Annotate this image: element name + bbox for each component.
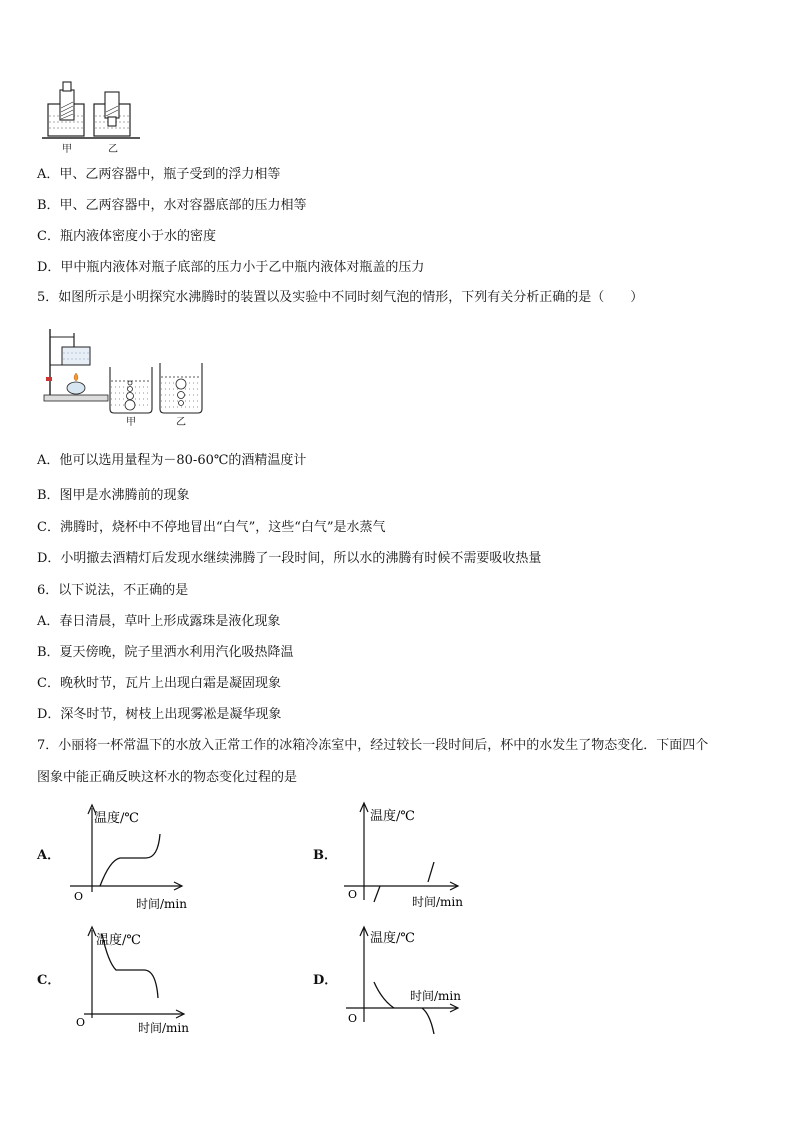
q6-option-a: A．春日清晨，草叶上形成露珠是液化现象: [37, 614, 281, 629]
q6-option-d: D．深冬时节，树枝上出现雾凇是凝华现象: [37, 707, 282, 722]
q7-stem-line2: 图象中能正确反映这杯水的物态变化过程的是: [37, 770, 298, 785]
graph-b-segment-2: [428, 862, 434, 882]
graph-b-letter: B．: [313, 848, 337, 863]
q4-label-jia: 甲: [62, 144, 72, 155]
q4-option-a: A．甲、乙两容器中，瓶子受到的浮力相等: [37, 167, 281, 182]
q5-option-c: C．沸腾时，烧杯中不停地冒出“白气”，这些“白气”是水蒸气: [37, 520, 386, 535]
graph-b: [336, 798, 486, 913]
graph-b-origin: O: [348, 888, 358, 901]
graph-d: [336, 922, 486, 1037]
container-jia: [48, 82, 84, 136]
q5-option-a: A．他可以选用量程为－80-60℃的酒精温度计: [37, 453, 307, 468]
graph-c-ylabel: 温度/℃: [96, 933, 141, 948]
graph-a: [60, 800, 210, 915]
graph-a-xlabel: 时间/min: [136, 897, 187, 911]
q5-label-yi: 乙: [176, 417, 186, 428]
graph-c-letter: C．: [37, 973, 61, 988]
q6-option-b: B．夏天傍晚，院子里洒水利用汽化吸热降温: [37, 645, 294, 660]
graph-a-curve: [100, 834, 160, 886]
beaker-jia: [110, 367, 152, 413]
q5-option-d: D．小明撤去酒精灯后发现水继续沸腾了一段时间，所以水的沸腾有时候不需要吸收热量: [37, 551, 542, 566]
beaker-yi: [160, 363, 202, 413]
q4-container-figure: [40, 78, 150, 158]
container-yi: [94, 92, 130, 136]
q5-label-jia: 甲: [126, 417, 136, 428]
q5-stem: 5．如图所示是小明探究水沸腾时的装置以及实验中不同时刻气泡的情形，下列有关分析正确的是（ ）: [37, 290, 644, 305]
graph-d-curve-2: [422, 1008, 434, 1034]
graph-a-letter: A．: [37, 848, 61, 863]
graph-b-ylabel: 温度/℃: [370, 809, 415, 824]
graph-d-letter: D．: [313, 973, 338, 988]
q5-option-b: B．图甲是水沸腾前的现象: [37, 488, 190, 503]
graph-b-xlabel: 时间/min: [412, 895, 463, 909]
q4-option-c: C．瓶内液体密度小于水的密度: [37, 229, 216, 244]
graph-c-origin: O: [76, 1016, 86, 1029]
graph-b-segment-1: [374, 886, 380, 902]
graph-c-xlabel: 时间/min: [138, 1021, 189, 1035]
q4-label-yi: 乙: [108, 144, 118, 155]
q6-stem: 6．以下说法，不正确的是: [37, 583, 189, 598]
graph-c: [60, 922, 210, 1037]
q7-stem-line1: 7．小丽将一杯常温下的水放入正常工作的冰箱冷冻室中，经过较长一段时间后，杯中的水发生了物态变化．下面四个: [37, 738, 709, 753]
graph-d-ylabel: 温度/℃: [370, 931, 415, 946]
graph-a-ylabel: 温度/℃: [94, 811, 139, 826]
q4-option-b: B．甲、乙两容器中，水对容器底部的压力相等: [37, 198, 307, 213]
graph-a-origin: O: [74, 890, 84, 903]
graph-d-curve-1: [374, 982, 394, 1008]
q6-option-c: C．晚秋时节，瓦片上出现白霜是凝固现象: [37, 676, 281, 691]
graph-d-xlabel: 时间/min: [410, 989, 461, 1003]
graph-d-origin: O: [348, 1012, 358, 1025]
q4-option-d: D．甲中瓶内液体对瓶子底部的压力小于乙中瓶内液体对瓶盖的压力: [37, 260, 425, 275]
